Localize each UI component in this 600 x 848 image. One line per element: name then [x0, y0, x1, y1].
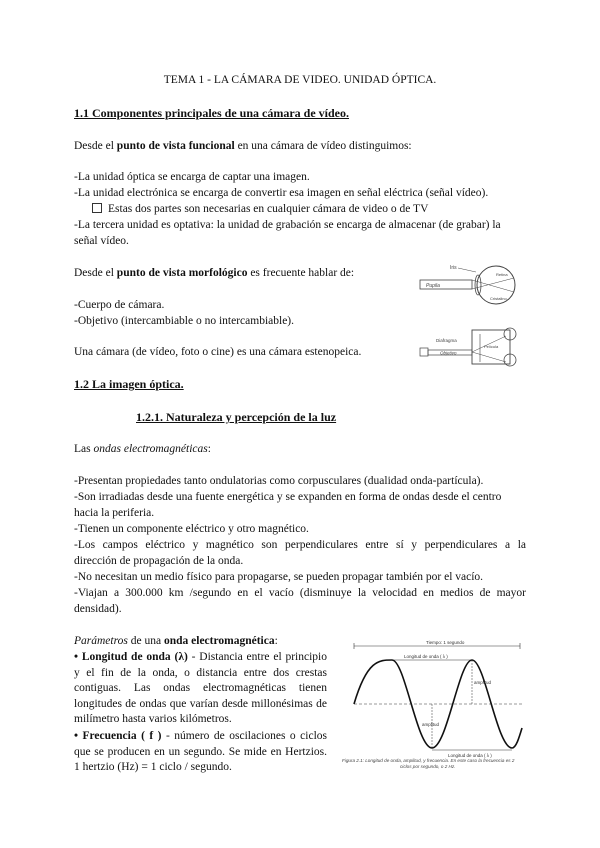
- paragraph-functional: [74, 139, 412, 153]
- italic-text: Parámetros: [74, 635, 128, 647]
- list-item-campos-line1: -Los campos eléctrico y magnético son perpendiculares entre sí y perpendiculares a la: [74, 539, 526, 551]
- section-heading-1-1: 1.1 Componentes principales de una cámara de vídeo.: [74, 106, 350, 120]
- camera-label-diafragma: Diafragma: [436, 338, 457, 343]
- eye-label-retina: Retina: [496, 272, 508, 277]
- eye-label-cristalino: Cristalino: [490, 296, 507, 301]
- text: :: [207, 443, 211, 455]
- list-item-componentes: -Tienen un componente eléctrico y otro magnético.: [74, 523, 309, 535]
- section-heading-1-2: 1.2 La imagen óptica.: [74, 377, 184, 391]
- wave-caption-line2: ciclos por segundo, o 2 Hz.: [400, 764, 456, 769]
- list-item-optical-unit: -La unidad óptica se encarga de captar una imagen.: [74, 171, 310, 183]
- italic-text: ondas electromagnéticas: [93, 443, 208, 455]
- camera-label-objetivo: Objetivo: [440, 350, 457, 356]
- list-item-irradiadas-line1: -Son irradiadas desde una fuente energética y se expanden en forma de ondas desde el centro: [74, 491, 502, 503]
- paragraph-morphological: [74, 266, 354, 280]
- wave-caption-line1: Figura 2.1: Longitud de onda, amplitud, y frecuencia. En este caso la frecuencia es 2: [342, 758, 515, 763]
- bold-text: • Longitud de onda (λ): [74, 651, 188, 663]
- text: de una: [127, 635, 164, 647]
- camera-label-pelicula: Película: [484, 344, 499, 349]
- bold-text: • Frecuencia ( f ): [74, 730, 162, 742]
- list-item-recording-unit-line2: señal vídeo.: [74, 235, 129, 247]
- text: Desde el: [74, 140, 117, 152]
- list-item-body: -Cuerpo de cámara.: [74, 299, 165, 311]
- amplitude-label-2: amplitud: [422, 722, 440, 727]
- camera-diagram: [418, 322, 528, 368]
- list-item-irradiadas-line2: hacia la periferia.: [74, 507, 155, 519]
- eye-label-iris: Iris: [450, 265, 457, 271]
- eye-label-pupila: Pupila: [426, 283, 440, 289]
- text: Las: [74, 443, 94, 455]
- lambda-bottom-label: Longitud de onda ( λ ): [448, 753, 492, 758]
- list-item-vacio: -No necesitan un medio físico para propagarse, se pueden propagar también por el vacío.: [74, 571, 484, 583]
- paragraph-waves-intro: [74, 442, 211, 456]
- text: - Distancia entre el principio y el fin de la onda, o distancia entre dos crestas contiguas. Las ondas electromagnéticas tienen longitudes de ondas que varían desde millonésimas de milímetro hasta varios kilómetros.: [74, 651, 327, 725]
- list-item-lens: -Objetivo (intercambiable o no intercambiable).: [74, 315, 295, 327]
- document-title: TEMA 1 - LA CÁMARA DE VIDEO. UNIDAD ÓPTICA.: [163, 74, 437, 86]
- eye-diagram: [418, 262, 528, 310]
- amplitude-label: amplitud: [474, 680, 492, 685]
- list-item-electronic-unit: -La unidad electrónica se encarga de convertir esa imagen en señal eléctrica (señal vídeo).: [74, 187, 489, 199]
- text: es frecuente hablar de:: [247, 267, 355, 279]
- time-label: Tiempo: 1 segundo: [426, 640, 465, 645]
- text: Estas dos partes son necesarias en cualquier cámara de video o de TV: [108, 203, 429, 215]
- paragraph-parametros: [74, 634, 278, 648]
- subsection-heading-1-2-1: 1.2.1. Naturaleza y percepción de la luz: [136, 410, 337, 424]
- bold-text: punto de vista morfológico: [116, 267, 248, 279]
- text: en una cámara de vídeo distinguimos:: [234, 140, 412, 152]
- paragraph-longitud-onda: [74, 650, 327, 728]
- lambda-top-label: Longitud de onda ( λ ): [404, 654, 448, 659]
- text: - número de oscilaciones o ciclos que se producen en un segundo. Se mide en Hertzios. 1 hertzio (Hz) = 1 ciclo / segundo.: [74, 730, 327, 773]
- list-item-velocidad-line2: densidad).: [74, 603, 122, 615]
- list-item-campos-line2: dirección de propagación de la onda.: [74, 555, 244, 567]
- paragraph-frecuencia: [74, 729, 327, 776]
- list-item-recording-unit-line1: -La tercera unidad es optativa: la unidad de grabación se encarga de almacenar (de grabar) la: [74, 219, 501, 231]
- bold-text: onda electromagnética: [163, 635, 275, 647]
- bold-text: punto de vista funcional: [116, 140, 235, 152]
- wave-figure: [340, 638, 530, 770]
- paragraph-pinhole: Una cámara (de vídeo, foto o cine) es una cámara estenopeica.: [74, 346, 362, 358]
- checkbox-icon: [92, 203, 102, 213]
- text: Desde el: [74, 267, 117, 279]
- list-item-dualidad: -Presentan propiedades tanto ondulatorias como corpusculares (dualidad onda-partícula).: [74, 475, 484, 487]
- list-item-checkbox: [92, 202, 428, 216]
- text: :: [274, 635, 278, 647]
- list-item-velocidad-line1: -Viajan a 300.000 km /segundo en el vacío (disminuye la velocidad en medios de mayor: [74, 587, 526, 599]
